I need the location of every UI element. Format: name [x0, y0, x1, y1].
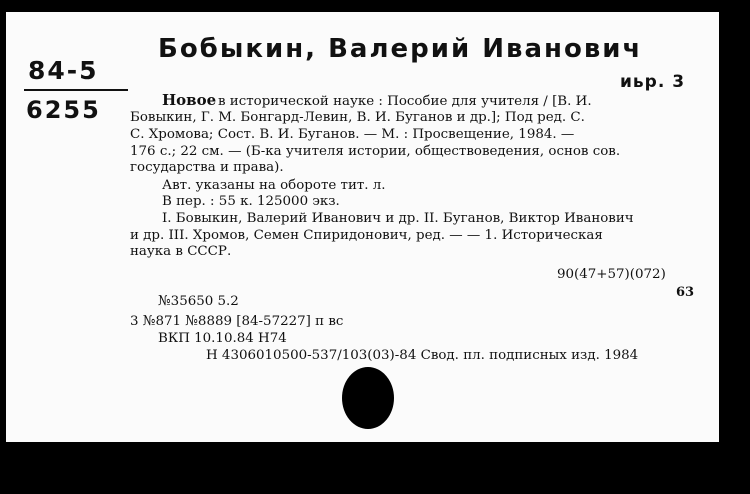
- entry-line-3: С. Хромова; Сост. В. И. Буганов. — М. : Просвещение, 1984. —: [130, 127, 575, 142]
- entry-tracing-3: наука в СССР.: [130, 244, 232, 259]
- entry-note-authors: Авт. указаны на обороте тит. л.: [162, 178, 386, 193]
- entry-line-1: в исторической науке : Пособие для учителя / [В. И.: [218, 94, 592, 109]
- entry-price: В пер. : 55 к. 125000 экз.: [162, 194, 340, 209]
- entry-title: Новое: [162, 91, 217, 109]
- entry-line-4: 176 с.; 22 см. — (Б-ка учителя истории, обществоведения, основ сов.: [130, 144, 621, 159]
- footer-line-3: ВКП 10.10.84 Н74: [158, 331, 287, 346]
- entry-tracing-2: и др. III. Хромов, Семен Спиридонович, ред. — — 1. Историческая: [130, 228, 603, 243]
- udc-number: 90(47+57)(072): [557, 267, 666, 282]
- entry-line-2: Бовыкин, Г. М. Бонгард-Левин, В. И. Буганов и др.]; Под ред. С.: [130, 110, 585, 125]
- entry-line-5: государства и права).: [130, 160, 284, 175]
- footer-line-4: Н 4306010500-537/103(03)-84 Свод. пл. подписных изд. 1984: [206, 348, 639, 363]
- call-number-divider: [24, 89, 128, 91]
- footer-line-1: №35650 5.2: [158, 294, 239, 309]
- handwritten-call-number-top: 84-5: [28, 56, 99, 85]
- footer-line-2: 3 №871 №8889 [84-57227] п вс: [130, 314, 344, 329]
- handwritten-author: Бобыкин, Валерий Иванович: [158, 34, 643, 64]
- handwritten-copies: иьр. 3: [620, 72, 686, 92]
- punch-hole: [342, 367, 394, 429]
- catalog-card: [6, 12, 719, 442]
- handwritten-call-number-bottom: 6255: [26, 96, 101, 124]
- entry-tracing-1: I. Бовыкин, Валерий Иванович и др. II. Буганов, Виктор Иванович: [162, 211, 634, 226]
- bbk-code: 63: [676, 285, 695, 300]
